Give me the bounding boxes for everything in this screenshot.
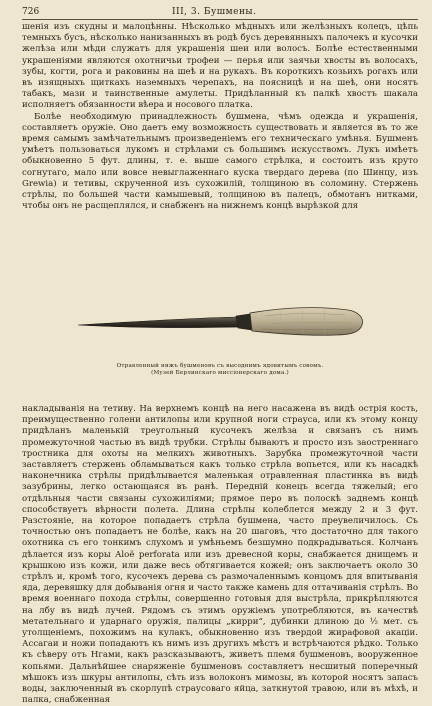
section-title: III, 3. Бушмены. <box>172 7 257 17</box>
knife-blade <box>78 317 242 328</box>
body-text-top <box>22 22 418 212</box>
paragraph: накладыванія на тетиву. На верхнемъ концѣ на него насажена въ видѣ острія кость, преимущественно голени антилопы или крупной ноги страуса, или къ этому концу придѣланъ маленькій треугольный кусочекъ желѣза и связанъ съ нимъ промежуточной частью въ видѣ трубки. Стрѣлы бываютъ и просто изъ заостреннаго тростника для охоты на мелкихъ животныхъ. Зарубка промежуточной части заставляетъ стержень обламываться какъ только стрѣла вопьется, или къ насадкѣ наконечника стрѣлы придѣлывается маленькая отравленная пластинка въ видѣ зазубрины, легко остающаяся въ ранѣ. Передній конецъ всегда тяжелый; его отдѣльныя части связаны сухожиліями; прямое перо въ полоскѣ заднемъ концѣ способствуетъ вѣрности полета. Длина стрѣлы колеблется между 2 и 3 фут. Разстояніе, на которое попадаетъ стрѣла бушмена, часто преувеличилось. Съ точностью онъ попадаетъ не болѣе, какъ на 20 шаговъ, что достаточно для такого охотника съ его тонкимъ слухомъ и умѣньемъ безшумно подкрадываться. Колчанъ дѣлается изъ коры Aloë perforata или изъ древесной коры, снабжается днищемъ и крышкою изъ кожи, или даже весь обтягивается кожей; онъ заключаетъ около 30 стрѣлъ и, кромѣ того, кусочекъ дерева съ размочаленнымъ концомъ для впитыванія яда, деревяшку для добыванія огня и часто также камень для оттачиванія стрѣлъ. Во время военнаго похода стрѣлы, совершенно готовыя для выстрѣла, прикрѣпляются на лбу въ видѣ лучей. Рядомъ съ этимъ оружіемъ употребляются, въ качествѣ метательнаго и ударнаго оружія, палицы „кирри“, дубинки длиною до ½ мет. съ утолщеніемъ, похожимъ на кулакъ, обыкновенно изъ твердой жирафовой акаціи. Ассагаи и ножи попадаютъ къ нимъ изъ другихъ мѣстъ и встрѣчаются рѣдко. Только къ сѣверу отъ Нгами, какъ разсказываютъ, живетъ племя бушменовъ, вооруженное копьями. Дальнѣйшее снаряженіе бушменовъ составляетъ несшитый поперечный мѣшокъ изъ шкуры антилопы, сѣть изъ волоконъ мимозы, въ которой носятъ запасъ воды, заключенный въ скорлупѣ страусоваго яйца, заткнутой травою, или въ мѣхѣ, и палка, снабженная <box>22 404 418 706</box>
paragraph: шенія изъ скудны и малоцѣнны. Нѣсколько мѣдныхъ или желѣзныхъ колецъ, цѣпь темныхъ бусъ, нѣсколько нанизанныхъ въ родѣ бусъ деревянныхъ палочекъ и кусочки желѣза или мѣди служатъ для украшенія шеи или волосъ. Болѣе естественными украшеніями являются охотничьи трофеи — перья или заячьи хвосты въ волосахъ, зубы, когти, рога и раковины на шеѣ и на рукахъ. Въ короткихъ козьихъ рогахъ или въ изящныхъ щиткахъ наземныхъ черепахъ, на поясницѣ и на шеѣ, они носятъ табакъ, мази и таинственные амулеты. Придѣланный къ палкѣ хвостъ шакала исполняетъ обязанности вѣера и носового платка. <box>22 22 418 111</box>
figure-poisoned-knife <box>22 289 418 399</box>
figure-caption <box>22 363 418 377</box>
knife-handle <box>250 308 362 336</box>
knife-ferrule <box>236 314 252 330</box>
caption-line-1: Отравленный нижъ бушменовъ съ высоднимъ ядовитымъ совомъ. <box>116 363 324 369</box>
body-text-bottom <box>22 404 418 706</box>
page-number: 726 <box>22 7 40 17</box>
header-rule <box>22 19 418 20</box>
paragraph: Болѣе необходимую принадлежность бушмена, чѣмъ одежда и украшенія, составляетъ оружіе. Оно даетъ ему возможность существовать и является въ то же время самымъ замѣчательнымъ произведеніемъ его техническаго умѣнья. Бушменъ умѣетъ пользоваться лукомъ и стрѣлами съ большимъ искусствомъ. Лукъ имѣетъ обыкновенно 5 фут. длины, т. е. выше самого стрѣлка, и состоитъ изъ круто согнутаго, мало или вовсе невыглаженнаго куска твердаго дерева (по Шинцу, изъ Grewia) и тетивы, скрученной изъ сухожилій, толщиною въ соломину. Стержень стрѣлы, по большей части камышевый, толщиною въ палецъ, обмотанъ нитками, чтобы онъ не расщеплялся, и снабженъ на нижнемъ концѣ вырѣзкой для <box>22 111 418 212</box>
caption-line-2: (Музей Берлинскаго миссіонерскаго дома.) <box>151 370 289 376</box>
poisoned-knife-illustration <box>70 289 370 359</box>
